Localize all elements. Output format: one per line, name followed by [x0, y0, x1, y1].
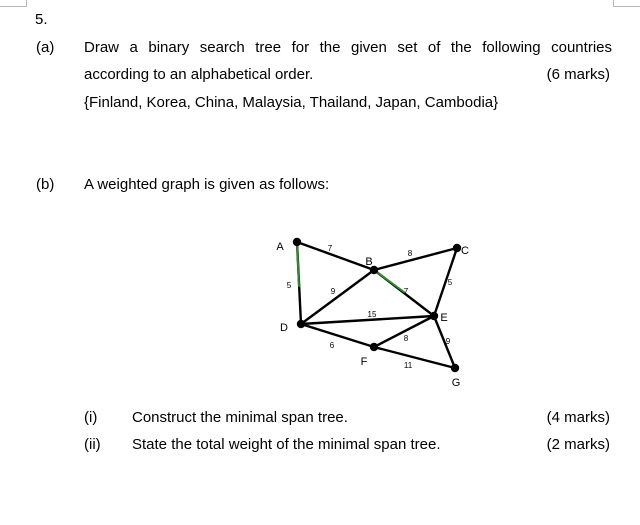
sub-i-marks: (4 marks) — [546, 409, 610, 426]
vertex-a — [293, 238, 301, 246]
edge-b-d — [301, 270, 374, 324]
part-a-label: (a) — [36, 39, 55, 56]
part-b-text: A weighted graph is given as follows: — [84, 176, 330, 193]
edge-a-b — [297, 242, 374, 270]
vertex-f — [370, 343, 378, 351]
vertex-label-f: F — [360, 355, 368, 368]
vertex-label-g: G — [451, 376, 461, 389]
edge-d-f — [301, 324, 374, 347]
edge-weight-f-g: 11 — [403, 361, 413, 371]
edge-weight-b-c: 8 — [407, 249, 413, 259]
part-a-line1: Draw a binary search tree for the given set of the following countries — [84, 39, 612, 56]
vertex-c — [453, 244, 461, 252]
sub-i-text: Construct the minimal span tree. — [132, 409, 348, 426]
vertex-d — [297, 320, 305, 328]
sub-ii-label: (ii) — [84, 436, 101, 453]
edge-weight-e-f: 8 — [403, 334, 409, 344]
edge-weight-c-e: 5 — [447, 278, 453, 288]
vertex-g — [451, 364, 459, 372]
edge-highlight-a-d — [297, 242, 299, 286]
edge-weight-b-e: 7 — [403, 287, 409, 297]
vertex-label-b: B — [365, 255, 373, 268]
vertex-label-e: E — [440, 311, 448, 324]
part-b-label: (b) — [36, 176, 55, 193]
edge-highlight-b-e — [374, 270, 404, 292]
edge-f-g — [374, 347, 455, 371]
edge-b-c — [374, 248, 457, 270]
sub-ii-text: State the total weight of the minimal span tree. — [132, 436, 441, 453]
vertex-label-c: C — [461, 244, 469, 257]
countries-set: {Finland, Korea, China, Malaysia, Thailand, Japan, Cambodia} — [84, 94, 499, 111]
vertex-e — [430, 312, 438, 320]
part-a-line2: according to an alphabetical order. — [84, 66, 314, 83]
vertex-label-a: A — [276, 240, 284, 253]
edge-weight-a-b: 7 — [327, 244, 333, 254]
edge-c-e — [434, 248, 457, 316]
sub-i-label: (i) — [84, 409, 98, 426]
sub-ii-marks: (2 marks) — [546, 436, 610, 453]
question-number: 5. — [35, 11, 48, 28]
edge-weight-d-e: 15 — [367, 310, 377, 320]
edge-weight-b-d: 9 — [330, 287, 336, 297]
edge-weight-a-d: 5 — [286, 281, 292, 291]
part-a-marks: (6 marks) — [546, 66, 610, 83]
edge-weight-e-g: 9 — [445, 337, 451, 347]
edge-weight-d-f: 6 — [329, 341, 335, 351]
vertex-label-d: D — [280, 321, 288, 334]
